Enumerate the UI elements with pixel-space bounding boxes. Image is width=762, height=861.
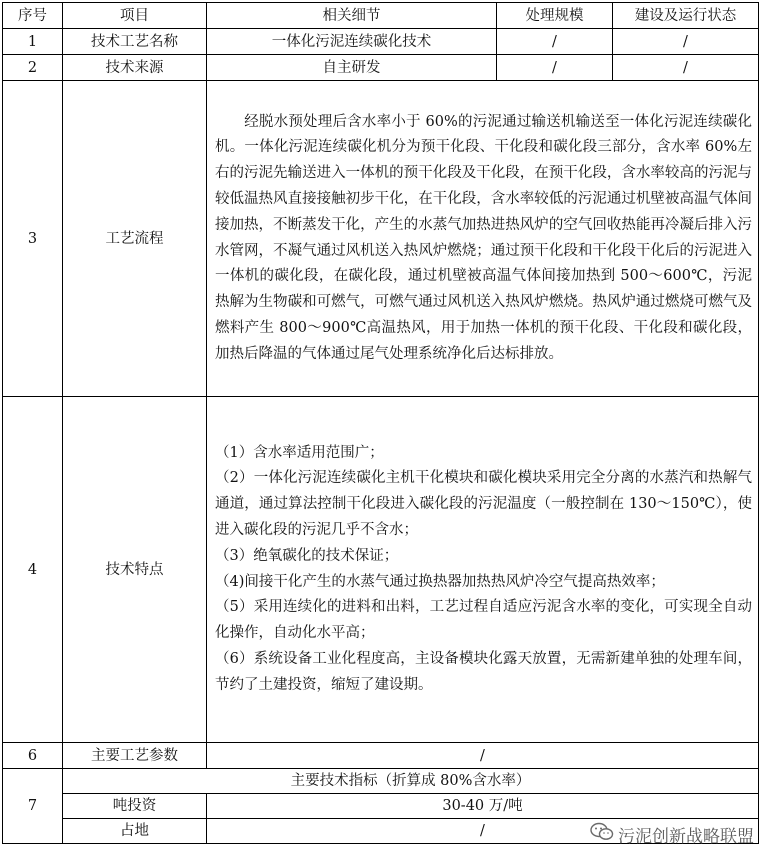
watermark-text: 污泥创新战略联盟 xyxy=(618,827,754,847)
row-scale: / xyxy=(497,29,613,55)
wechat-icon xyxy=(590,822,618,847)
feature-item: （2）一体化污泥连续碳化主机干化模块和碳化模块采用完全分离的水蒸汽和热解气通道，通过算法控制干化段进入碳化段的污泥温度（一般控制在 130～150℃），使进入碳化段的污泥几乎不含水； xyxy=(215,470,752,538)
table-row xyxy=(3,29,759,55)
header-status: 建设及运行状态 xyxy=(613,3,759,29)
header-detail: 相关细节 xyxy=(207,3,497,29)
header-row xyxy=(3,3,759,29)
process-flow-text xyxy=(207,81,759,397)
table-row xyxy=(3,55,759,81)
table-row xyxy=(3,81,759,397)
watermark xyxy=(590,822,754,847)
invest-label: 吨投资 xyxy=(63,794,207,819)
row-status: / xyxy=(613,29,759,55)
table-row xyxy=(3,743,759,769)
process-table xyxy=(2,2,759,844)
feature-item: （6）系统设备工业化程度高，主设备模块化露天放置，无需新建单独的处理车间，节约了土建投资，缩短了建设期。 xyxy=(215,650,752,693)
row-detail: 自主研发 xyxy=(207,55,497,81)
row-num: 6 xyxy=(3,743,63,769)
row-num: 2 xyxy=(3,55,63,81)
table-row xyxy=(3,769,759,794)
header-num: 序号 xyxy=(3,3,63,29)
row-item: 工艺流程 xyxy=(63,81,207,397)
row-item: 技术特点 xyxy=(63,397,207,743)
row-item: 主要工艺参数 xyxy=(63,743,207,769)
row-num: 4 xyxy=(3,397,63,743)
process-flow-paragraph: 经脱水预处理后含水率小于 60%的污泥通过输送机输送至一体化污泥连续碳化机。一体化污泥连续碳化机分为预干化段、干化段和碳化段三部分，含水率 60%左右的污泥先输送进入一体机的预干化段及干化段，在预干化段，含水率较高的污泥与较低温热风直接接触初步干化，在干化段，含水率较低的污泥通过机壁被高温气体间接加热，不断蒸发干化，产生的水蒸气加热进热风炉的空气回收热能再冷凝后排入污水管网，不凝气通过风机送入热风炉燃烧；通过预干化段和干化段干化后的污泥进入一体机的碳化段，在碳化段，通过机壁被高温气体间接加热到 500～600℃，污泥热解为生物碳和可燃气，可燃气通过风机送入热风炉燃烧。热风炉通过燃烧可燃气及燃料产生 800～900℃高温热风，用于加热一体机的预干化段、干化段和碳化段，加热后降温的气体通过尾气处理系统净化后达标排放。 xyxy=(215,113,752,362)
table-row xyxy=(3,397,759,743)
feature-item: （1）含水率适用范围广； xyxy=(215,444,384,461)
area-label: 占地 xyxy=(63,819,207,844)
row-item: 技术工艺名称 xyxy=(63,29,207,55)
feature-item: （4)间接干化产生的水蒸气通过换热器加热热风炉冷空气提高热效率； xyxy=(215,573,665,590)
row-status: / xyxy=(613,55,759,81)
invest-value: 30-40 万/吨 xyxy=(207,794,759,819)
row-num: 7 xyxy=(3,769,63,844)
area-value: / xyxy=(207,819,759,844)
row-num: 1 xyxy=(3,29,63,55)
row-scale: / xyxy=(497,55,613,81)
row-detail: / xyxy=(207,743,759,769)
header-item: 项目 xyxy=(63,3,207,29)
feature-item: （5）采用连续化的进料和出料，工艺过程自适应污泥含水率的变化，可实现全自动化操作，自动化水平高； xyxy=(215,599,752,642)
header-scale: 处理规模 xyxy=(497,3,613,29)
features-cell xyxy=(207,397,759,743)
feature-item: （3）绝氧碳化的技术保证； xyxy=(215,547,399,564)
indicator-subtitle: 主要技术指标（折算成 80%含水率） xyxy=(63,769,759,794)
table-row xyxy=(3,794,759,819)
row-num: 3 xyxy=(3,81,63,397)
row-detail: 一体化污泥连续碳化技术 xyxy=(207,29,497,55)
row-item: 技术来源 xyxy=(63,55,207,81)
